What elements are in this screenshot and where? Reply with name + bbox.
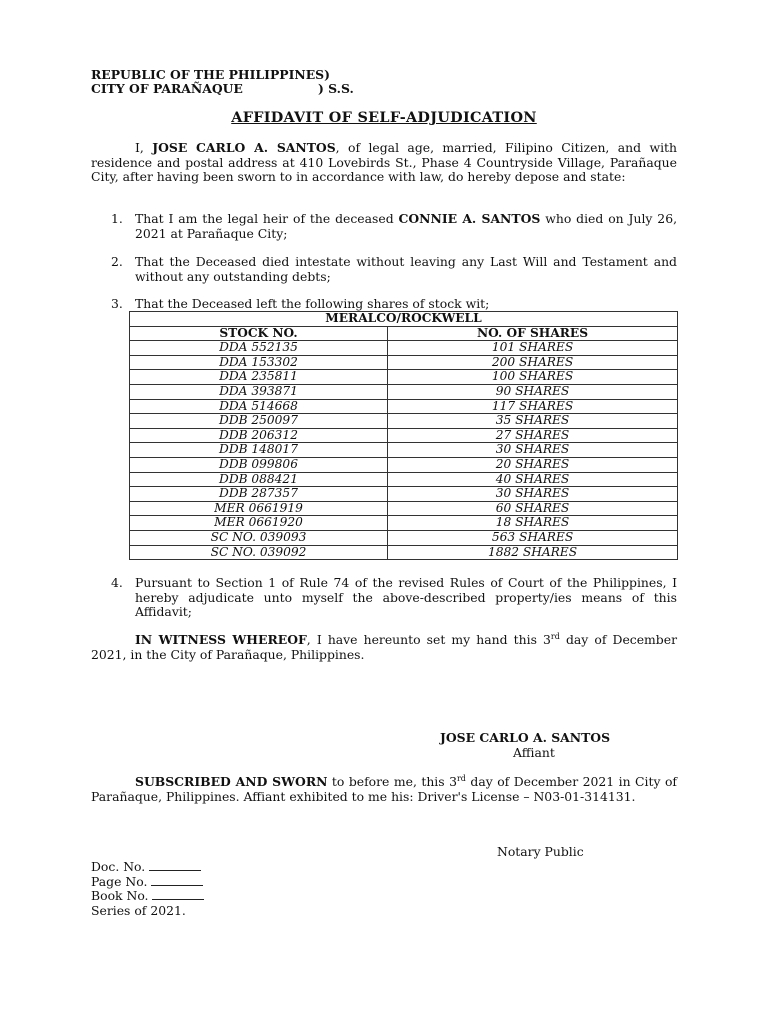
- witness-pre: , I have hereunto set my hand this 3: [306, 632, 551, 647]
- item-2-text: That the Deceased died intestate without leaving any Last Will and Testament and without any outstanding debts;: [135, 254, 677, 284]
- table-row: [130, 414, 678, 429]
- affiant-name-intro: JOSE CARLO A. SANTOS: [152, 140, 336, 155]
- book-no-label: Book No.: [91, 888, 149, 903]
- item-3: [111, 297, 677, 312]
- book-no-blank: [152, 889, 204, 900]
- stock-no-cell: DDB 287357: [130, 487, 388, 502]
- stock-no-cell: MER 0661920: [130, 516, 388, 531]
- table-row: [130, 399, 678, 414]
- stock-no-cell: DDA 153302: [130, 355, 388, 370]
- table-row: [130, 457, 678, 472]
- book-no-line: [91, 889, 204, 904]
- witness-post: day of December 2021, in the City of Parañaque, Philippines.: [91, 632, 677, 662]
- shares-cell: 30 SHARES: [388, 487, 678, 502]
- stock-no-cell: DDA 235811: [130, 370, 388, 385]
- subscribed-sworn: SUBSCRIBED AND SWORN: [135, 774, 328, 789]
- header-ss: ) S.S.: [318, 81, 354, 96]
- table-row: [130, 530, 678, 545]
- table-caption-row: [130, 312, 678, 327]
- shares-cell: 117 SHARES: [388, 399, 678, 414]
- item-4: [111, 576, 677, 620]
- item-1: [111, 212, 677, 241]
- item-1-post: who died on July 26, 2021 at Parañaque City;: [135, 211, 678, 241]
- item-2: [111, 255, 677, 284]
- shares-cell: 1882 SHARES: [388, 545, 678, 560]
- stock-no-cell: DDA 514668: [130, 399, 388, 414]
- deceased-name: CONNIE A. SANTOS: [398, 211, 541, 226]
- header-republic: REPUBLIC OF THE PHILIPPINES): [91, 67, 330, 82]
- shares-cell: 563 SHARES: [388, 530, 678, 545]
- stock-no-cell: DDA 552135: [130, 341, 388, 356]
- stock-no-cell: SC NO. 039092: [130, 545, 388, 560]
- table-row: [130, 487, 678, 502]
- intro-paragraph: [91, 141, 677, 185]
- item-number: 4.: [111, 575, 123, 590]
- witness-whereof: IN WITNESS WHEREOF: [135, 632, 307, 647]
- shares-cell: 30 SHARES: [388, 443, 678, 458]
- column-header-stock-no: STOCK NO.: [130, 326, 388, 341]
- table-row: [130, 501, 678, 516]
- header-city-line: [91, 81, 354, 97]
- intro-rest: , of legal age, married, Filipino Citizen, and with residence and postal address at 410 Lovebirds St., Phase 4 Countryside Village, Parañaque City, after having been sworn to in accordance with law, do hereby depose and state:: [91, 140, 677, 185]
- table-row: [130, 545, 678, 560]
- item-number: 1.: [111, 211, 123, 226]
- column-header-shares: NO. OF SHARES: [388, 326, 678, 341]
- item-1-pre: That I am the legal heir of the deceased: [135, 211, 399, 226]
- shares-cell: 200 SHARES: [388, 355, 678, 370]
- subscribed-sup: rd: [456, 773, 466, 783]
- document-title: AFFIDAVIT OF SELF-ADJUDICATION: [231, 109, 537, 126]
- stock-no-cell: DDB 206312: [130, 428, 388, 443]
- witness-paragraph: [91, 633, 677, 662]
- subscribed-pre: to before me, this 3: [327, 774, 457, 789]
- stock-no-cell: DDA 393871: [130, 384, 388, 399]
- shares-cell: 40 SHARES: [388, 472, 678, 487]
- page-no-blank: [151, 875, 203, 886]
- signature-name: JOSE CARLO A. SANTOS: [440, 730, 611, 745]
- item-number: 2.: [111, 254, 123, 269]
- item-3-text: That the Deceased left the following shares of stock wit;: [135, 296, 490, 311]
- shares-cell: 35 SHARES: [388, 414, 678, 429]
- shares-cell: 27 SHARES: [388, 428, 678, 443]
- doc-no-label: Doc. No.: [91, 859, 146, 874]
- header-city: CITY OF PARAÑAQUE: [91, 81, 243, 96]
- notary-public: Notary Public: [497, 844, 584, 859]
- shares-cell: 101 SHARES: [388, 341, 678, 356]
- subscribed-paragraph: [91, 775, 677, 804]
- table-row: [130, 355, 678, 370]
- table-caption: MERALCO/ROCKWELL: [130, 312, 678, 327]
- subscribed-post: day of December 2021 in City of Parañaque, Philippines. Affiant exhibited to me his: Driver's License – N03-01-314131.: [91, 774, 677, 804]
- signature-role: Affiant: [513, 745, 555, 760]
- stock-no-cell: DDB 148017: [130, 443, 388, 458]
- stock-no-cell: SC NO. 039093: [130, 530, 388, 545]
- doc-no-line: [91, 860, 201, 875]
- shares-cell: 60 SHARES: [388, 501, 678, 516]
- table-row: [130, 516, 678, 531]
- shares-table: [129, 311, 678, 560]
- witness-sup: rd: [550, 631, 560, 641]
- shares-cell: 100 SHARES: [388, 370, 678, 385]
- table-row: [130, 472, 678, 487]
- shares-cell: 18 SHARES: [388, 516, 678, 531]
- table-row: [130, 428, 678, 443]
- item-4-text: Pursuant to Section 1 of Rule 74 of the revised Rules of Court of the Philippines, I hereby adjudicate unto myself the above-described property/ies means of this Affidavit;: [135, 575, 677, 620]
- stock-no-cell: MER 0661919: [130, 501, 388, 516]
- table-header-row: [130, 326, 678, 341]
- item-number: 3.: [111, 296, 123, 311]
- table-row: [130, 443, 678, 458]
- intro-lead: I,: [135, 140, 153, 155]
- shares-cell: 90 SHARES: [388, 384, 678, 399]
- series-line: Series of 2021.: [91, 903, 186, 918]
- table-row: [130, 370, 678, 385]
- table-row: [130, 341, 678, 356]
- stock-no-cell: DDB 250097: [130, 414, 388, 429]
- table-row: [130, 384, 678, 399]
- stock-no-cell: DDB 088421: [130, 472, 388, 487]
- shares-cell: 20 SHARES: [388, 457, 678, 472]
- doc-no-blank: [149, 860, 201, 871]
- stock-no-cell: DDB 099806: [130, 457, 388, 472]
- page-no-label: Page No.: [91, 874, 148, 889]
